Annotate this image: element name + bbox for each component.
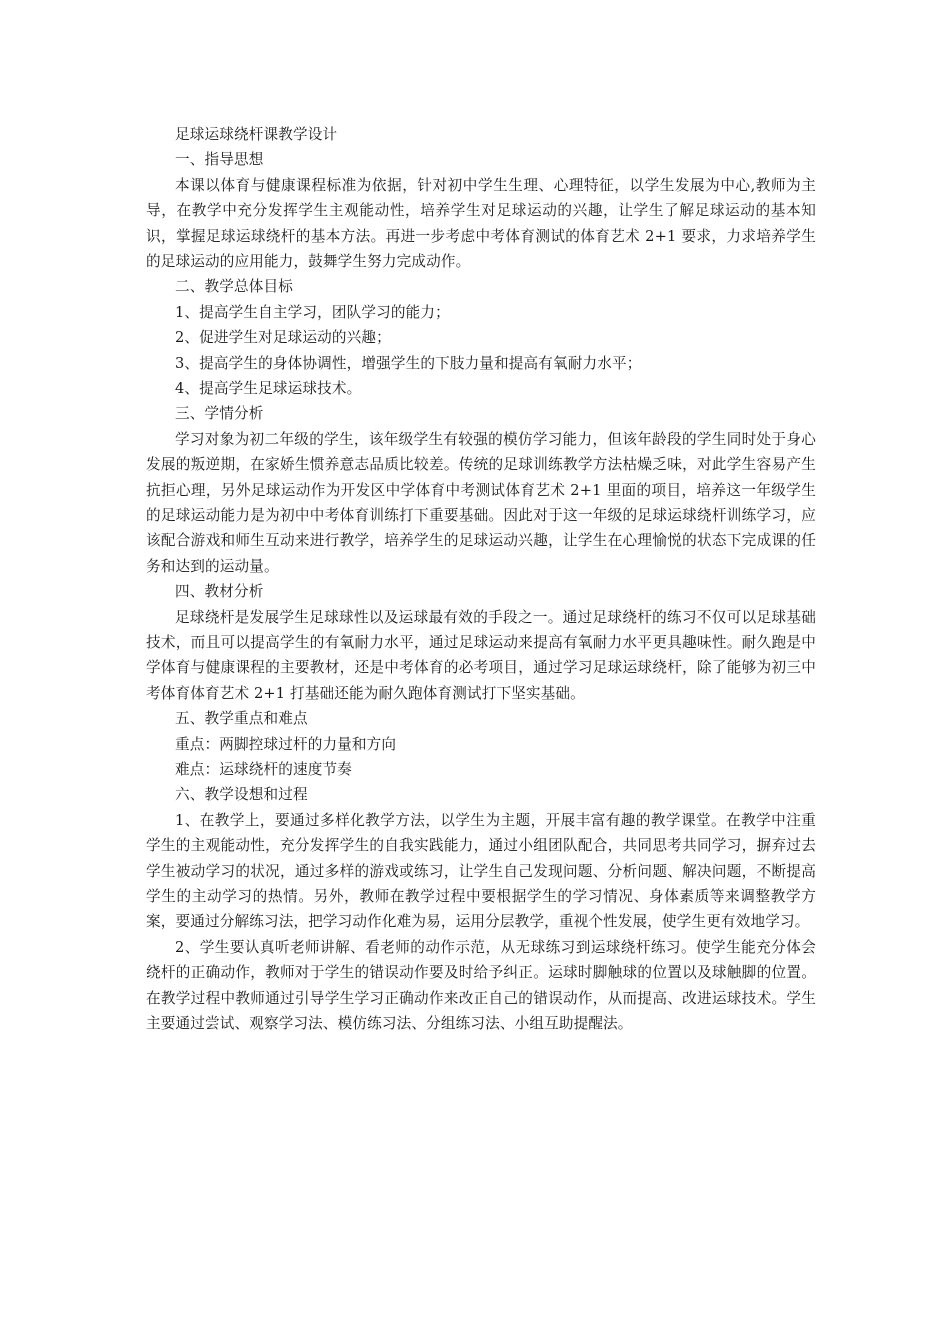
key-point-item: 重点：两脚控球过杆的力量和方向 <box>175 735 397 753</box>
section-heading: 二、教学总体目标 <box>175 278 293 296</box>
document-body <box>146 122 816 1036</box>
goal-item: 4、提高学生足球运球技术。 <box>175 379 362 397</box>
goal-item: 1、提高学生自主学习，团队学习的能力； <box>175 303 450 321</box>
goal-item: 3、提高学生的身体协调性，增强学生的下肢力量和提高有氧耐力水平； <box>175 354 642 372</box>
section-paragraph: 足球绕杆是发展学生足球球性以及运球最有效的手段之一。通过足球绕杆的练习不仅可以足球基础技术，而且可以提高学生的有氧耐力水平，通过足球运动来提高有氧耐力水平更具趣味性。耐久跑是中学体育与健康课程的主要教材，还是中考体育的必考项目，通过学习足球运球绕杆，除了能够为初三中考体育体育艺术 2+1 打基础还能为耐久跑体育测试打下坚实基础。 <box>146 608 816 702</box>
section-paragraph: 1、在教学上，要通过多样化教学方法，以学生为主题，开展丰富有趣的教学课堂。在教学中注重学生的主观能动性，充分发挥学生的自我实践能力，通过小组团队配合，共同思考共同学习，摒弃过去学生被动学习的状况，通过多样的游戏或练习，让学生自己发现问题、分析问题、解决问题，不断提高学生的主动学习的热情。另外，教师在教学过程中要根据学生的学习情况、身体素质等来调整教学方案，要通过分解练习法，把学习动作化难为易，运用分层教学，重视个性发展，使学生更有效地学习。 <box>146 811 816 931</box>
document-title: 足球运球绕杆课教学设计 <box>175 126 338 143</box>
difficulty-item: 难点：运球绕杆的速度节奏 <box>175 760 352 778</box>
section-paragraph: 本课以体育与健康课程标准为依据，针对初中学生生理、心理特征，以学生发展为中心,教师为主导，在教学中充分发挥学生主观能动性，培养学生对足球运动的兴趣，让学生了解足球运动的基本知识，掌握足球运球绕杆的基本方法。再进一步考虑中考体育测试的体育艺术 2+1 要求，力求培养学生的足球运动的应用能力，鼓舞学生努力完成动作。 <box>146 176 816 270</box>
section-heading: 六、教学设想和过程 <box>175 786 308 804</box>
goal-item: 2、促进学生对足球运动的兴趣； <box>175 329 391 347</box>
section-heading: 四、教材分析 <box>175 583 264 601</box>
section-heading: 三、学情分析 <box>175 405 264 423</box>
section-paragraph: 学习对象为初二年级的学生，该年级学生有较强的模仿学习能力，但该年龄段的学生同时处于身心发展的叛逆期，在家娇生惯养意志品质比较差。传统的足球训练教学方法枯燥乏味，对此学生容易产生抗拒心理，另外足球运动作为开发区中学体育中考测试体育艺术 2+1 里面的项目，培养这一年级学生的足球运动能力是为初中中考体育训练打下重要基础。因此对于这一年级的足球运球绕杆训练学习，应该配合游戏和师生互动来进行教学，培养学生的足球运动兴趣，让学生在心理愉悦的状态下完成课的任务和达到的运动量。 <box>146 430 816 575</box>
section-heading: 五、教学重点和难点 <box>175 710 308 728</box>
section-paragraph: 2、学生要认真听老师讲解、看老师的动作示范，从无球练习到运球绕杆练习。使学生能充分体会绕杆的正确动作，教师对于学生的错误动作要及时给予纠正。运球时脚触球的位置以及球触脚的位置。在教学过程中教师通过引导学生学习正确动作来改正自己的错误动作，从而提高、改进运球技术。学生主要通过尝试、观察学习法、模仿练习法、分组练习法、小组互助提醒法。 <box>146 938 816 1033</box>
section-heading: 一、指导思想 <box>175 151 264 169</box>
